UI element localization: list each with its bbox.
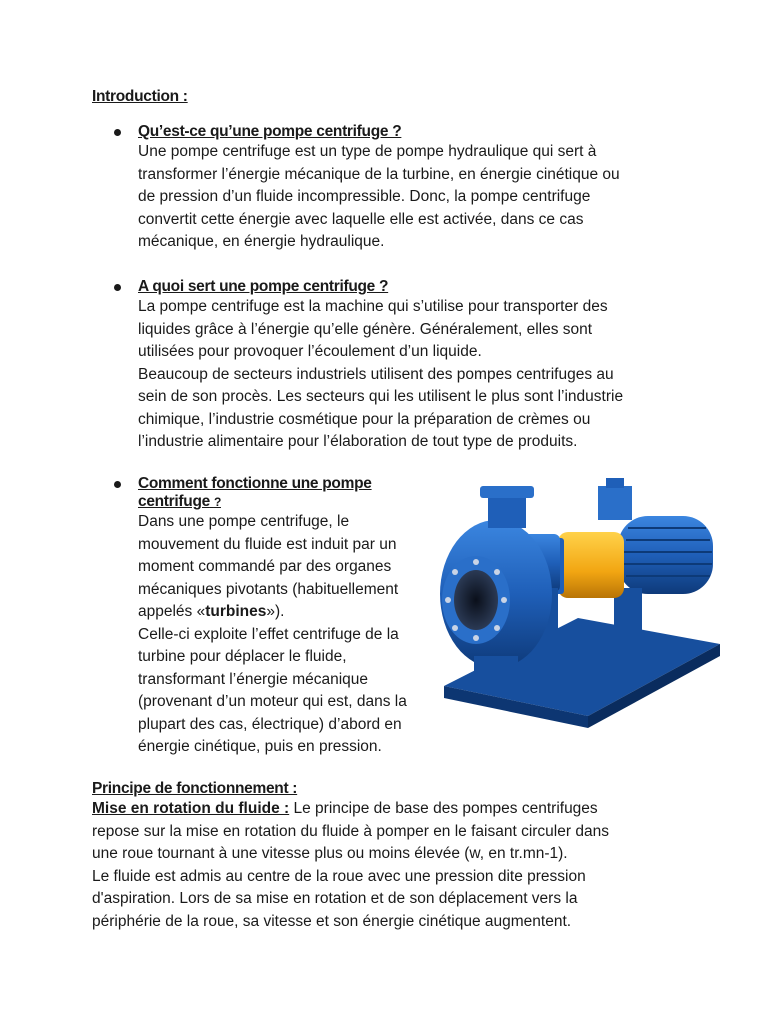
terminal-box bbox=[598, 486, 632, 520]
intro-heading: Introduction : bbox=[92, 88, 188, 105]
text-line: d'aspiration. Lors de sa mise en rotation et de son déplacement vers la bbox=[92, 890, 578, 907]
centrifugal-pump-image bbox=[438, 476, 722, 728]
section-title: Qu’est-ce qu’une pompe centrifuge ? bbox=[138, 123, 402, 140]
text-line: utilisées pour provoquer l’écoulement d’un liquide. bbox=[138, 343, 482, 360]
discharge-flange bbox=[480, 486, 534, 498]
mise-en-rotation-label: Mise en rotation du fluide : bbox=[92, 800, 290, 817]
text-line: plupart des cas, électrique) d’abord en bbox=[138, 715, 402, 733]
text-line: périphérie de la roue, sa vitesse et son énergie cinétique augmentent. bbox=[92, 912, 572, 930]
section-what-is bbox=[138, 123, 620, 254]
section-title bbox=[138, 475, 438, 511]
text-line: de pression d’un fluide incompressible. Donc, la pompe centrifuge bbox=[138, 188, 591, 205]
text-line: Dans une pompe centrifuge, le bbox=[138, 513, 350, 530]
section-title: A quoi sert une pompe centrifuge ? bbox=[138, 278, 389, 295]
text-line: turbine pour déplacer le fluide, bbox=[138, 648, 347, 665]
principle-body bbox=[92, 798, 609, 933]
text-fragment: Le principe de base des pompes centrifuges bbox=[289, 800, 598, 817]
text-line: moment commandé par des organes bbox=[138, 558, 392, 575]
title-word: centrifuge bbox=[138, 493, 210, 510]
text-line: convertit cette énergie avec laquelle elle est activée, dans ce cas bbox=[138, 210, 584, 228]
text-line: transformant l’énergie mécanique bbox=[138, 670, 369, 688]
text-line: chimique, l’industrie cosmétique pour la préparation de crèmes ou bbox=[138, 410, 591, 428]
text-line: mouvement du fluide est induit par un bbox=[138, 535, 397, 553]
text-line: Une pompe centrifuge est un type de pompe hydraulique qui sert à bbox=[138, 143, 597, 160]
section-purpose bbox=[138, 278, 623, 454]
title-line: Comment fonctionne une pompe bbox=[138, 475, 372, 492]
text-fragment: »). bbox=[266, 603, 285, 620]
text-line: Beaucoup de secteurs industriels utilisent des pompes centrifuges au bbox=[138, 365, 614, 383]
text-line: l’industrie alimentaire pour l’élaboration de tout type de produits. bbox=[138, 433, 578, 450]
text-line: énergie cinétique, puis en pression. bbox=[138, 738, 382, 755]
bullet-dot bbox=[114, 284, 121, 291]
text-line: Celle-ci exploite l’effet centrifuge de la bbox=[138, 625, 399, 643]
text-fragment: appelés « bbox=[138, 603, 206, 620]
section-body bbox=[138, 296, 623, 454]
principle-heading: Principe de fonctionnement : bbox=[92, 780, 298, 797]
turbines-bold: turbines bbox=[205, 603, 267, 620]
title-line bbox=[138, 493, 438, 511]
principle-section bbox=[92, 780, 609, 933]
text-line bbox=[138, 601, 438, 624]
text-line: transformer l’énergie mécanique de la turbine, en énergie cinétique ou bbox=[138, 165, 620, 183]
text-line: liquides grâce à l’énergie qu’elle génère. Généralement, elles sont bbox=[138, 320, 593, 338]
section-body bbox=[138, 141, 620, 254]
text-line: mécanique, en énergie hydraulique. bbox=[138, 233, 385, 250]
text-line: mécaniques pivotants (habituellement bbox=[138, 580, 399, 598]
text-line bbox=[92, 798, 609, 821]
coupling-guard bbox=[558, 532, 624, 598]
text-line: sein de son procès. Les secteurs qui les utilisent le plus sont l’industrie bbox=[138, 388, 624, 405]
text-line: une roue tournant à une vitesse plus ou moins élevée (w, en tr.mn-1). bbox=[92, 845, 568, 862]
text-line: repose sur la mise en rotation du fluide à pomper en le faisant circuler dans bbox=[92, 822, 609, 840]
section-body bbox=[138, 511, 438, 759]
text-line: (provenant d’un moteur qui est, dans la bbox=[138, 693, 407, 710]
text-line: La pompe centrifuge est la machine qui s’utilise pour transporter des bbox=[138, 298, 608, 315]
title-question-mark: ? bbox=[213, 495, 221, 509]
text-line: Le fluide est admis au centre de la roue avec une pression dite pression bbox=[92, 867, 586, 885]
bullet-dot bbox=[114, 129, 121, 136]
bullet-dot bbox=[114, 481, 121, 488]
section-how-it-works bbox=[138, 475, 438, 759]
